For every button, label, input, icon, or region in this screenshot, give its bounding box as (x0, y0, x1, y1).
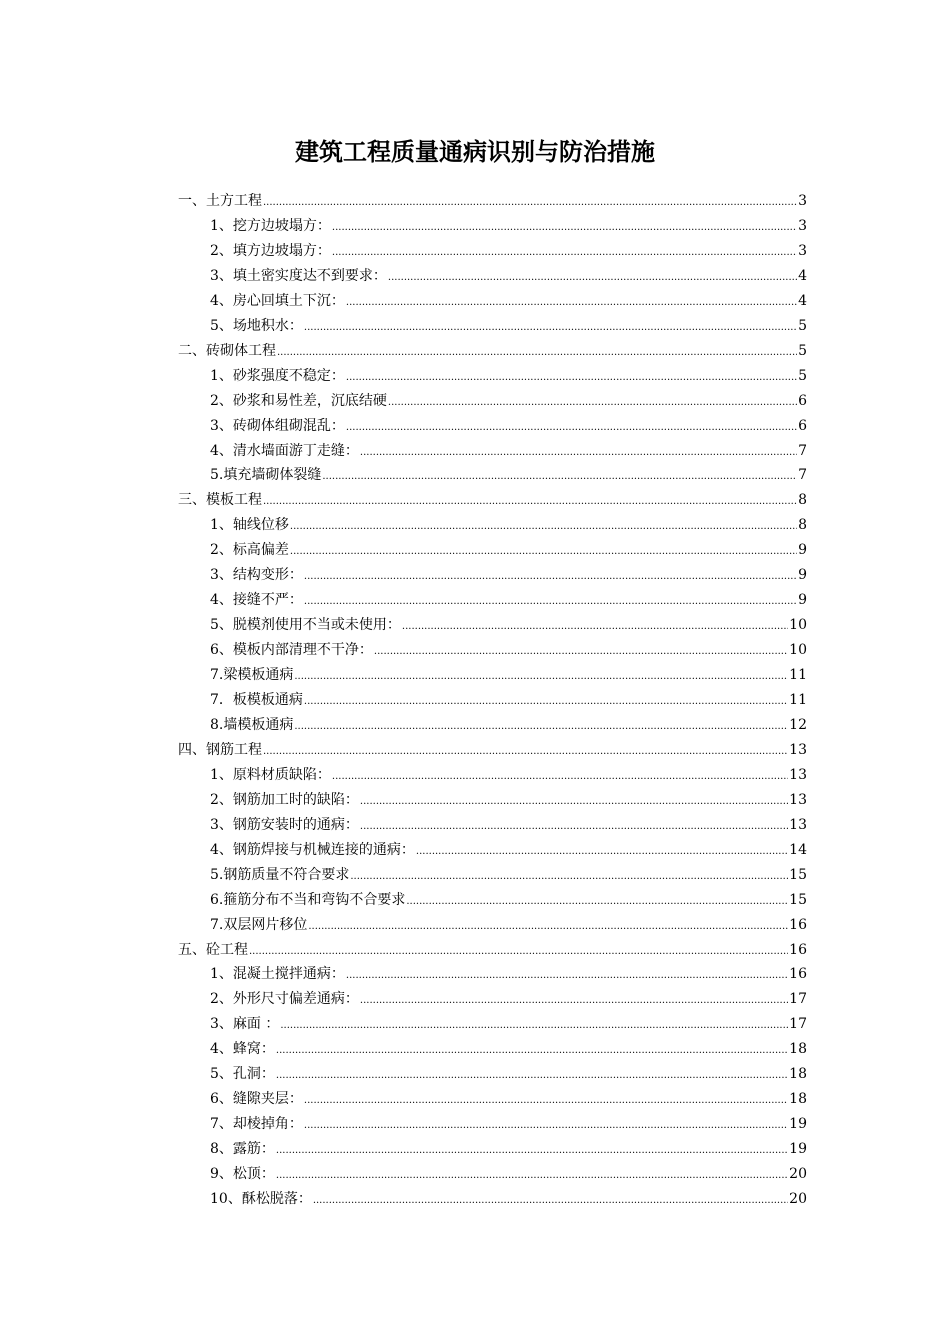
toc-page-number: 17 (789, 1016, 807, 1033)
toc-entry-label: 二、砖砌体工程 (178, 342, 276, 359)
toc-page-number: 6 (798, 392, 807, 409)
toc-page-number: 6 (798, 417, 807, 434)
toc-page-number: 13 (789, 791, 807, 808)
toc-leader-dots (360, 788, 788, 814)
toc-entry[interactable] (210, 1137, 807, 1162)
toc-leader-dots (360, 439, 797, 465)
toc-entry-label: 1、轴线位移 (210, 517, 289, 534)
toc-leader-dots (276, 1162, 788, 1188)
toc-leader-dots (276, 1137, 788, 1163)
toc-leader-dots (313, 1187, 788, 1213)
toc-entry-label: 5.钢筋质量不符合要求 (210, 866, 350, 883)
toc-page-number: 10 (789, 617, 807, 634)
toc-entry-label: 10、酥松脱落： (210, 1191, 312, 1207)
toc-leader-dots (416, 838, 788, 864)
toc-entry-label: 4、接缝不严： (210, 592, 303, 609)
toc-page-number: 11 (789, 667, 807, 684)
toc-entry[interactable] (210, 838, 807, 863)
toc-leader-dots (294, 713, 788, 739)
toc-page-number: 9 (798, 542, 807, 559)
toc-page-number: 16 (789, 941, 807, 958)
toc-leader-dots (360, 813, 788, 839)
toc-entry-label: 1、原料材质缺陷： (210, 766, 331, 783)
toc-leader-dots (374, 638, 788, 664)
toc-leader-dots (350, 863, 788, 889)
toc-leader-dots (332, 214, 797, 240)
toc-entry-label: 五、砼工程 (178, 941, 248, 958)
toc-entry[interactable] (210, 863, 807, 888)
toc-entry-label: 5、场地积水： (210, 317, 303, 334)
toc-page-number: 13 (789, 766, 807, 783)
toc-entry[interactable] (210, 1087, 807, 1112)
toc-page-number: 8 (798, 492, 807, 509)
toc-entry[interactable] (210, 588, 807, 613)
toc-page-number: 12 (789, 716, 807, 733)
toc-entry-label: 4、房心回填土下沉： (210, 292, 345, 309)
toc-leader-dots (249, 938, 788, 964)
toc-leader-dots (332, 763, 788, 789)
toc-leader-dots (388, 389, 797, 415)
toc-entry-label: 三、模板工程 (178, 492, 262, 509)
toc-entry[interactable] (210, 364, 807, 389)
toc-entry[interactable] (210, 289, 807, 314)
toc-entry[interactable] (210, 613, 807, 638)
toc-entry-label: 7．板模板通病 (210, 692, 303, 708)
toc-leader-dots (322, 463, 797, 489)
toc-leader-dots (276, 1037, 788, 1063)
toc-leader-dots (263, 738, 788, 764)
toc-page-number: 16 (789, 916, 807, 933)
toc-entry[interactable] (210, 788, 807, 813)
toc-entry-label: 一、土方工程 (178, 193, 262, 209)
toc-leader-dots (402, 613, 788, 639)
toc-entry[interactable] (210, 538, 807, 563)
toc-page-number: 13 (789, 816, 807, 833)
toc-entry[interactable] (210, 688, 807, 713)
toc-entry-label: 2、砂浆和易性差，沉底结硬 (210, 392, 387, 409)
toc-page-number: 5 (798, 367, 807, 384)
toc-entry-label: 5、孔洞： (210, 1066, 275, 1083)
toc-page-number: 4 (798, 292, 807, 309)
toc-entry[interactable] (178, 339, 807, 364)
toc-page-number: 11 (789, 692, 807, 708)
toc-entry-label: 6、缝隙夹层： (210, 1091, 303, 1108)
toc-entry[interactable] (210, 414, 807, 439)
toc-entry-label: 1、挖方边坡塌方： (210, 217, 331, 234)
toc-page-number: 20 (789, 1191, 807, 1207)
toc-leader-dots (346, 962, 788, 988)
toc-leader-dots (304, 588, 797, 614)
toc-leader-dots (304, 1087, 788, 1113)
toc-leader-dots (304, 1112, 788, 1138)
toc-page-number: 19 (789, 1141, 807, 1158)
toc-page-number: 16 (789, 966, 807, 983)
toc-leader-dots (346, 364, 797, 390)
toc-leader-dots (360, 987, 788, 1013)
toc-entry-label: 7.梁模板通病 (210, 667, 294, 684)
toc-entry[interactable] (210, 513, 807, 538)
toc-page-number: 7 (798, 467, 807, 484)
toc-leader-dots (290, 513, 797, 539)
toc-leader-dots (304, 314, 797, 340)
toc-page-number: 18 (789, 1041, 807, 1058)
toc-page-number: 20 (789, 1166, 807, 1183)
toc-leader-dots (276, 1062, 788, 1088)
toc-entry[interactable] (178, 938, 807, 963)
toc-entry[interactable] (210, 1037, 807, 1062)
document-title: 建筑工程质量通病识别与防治措施 (295, 137, 655, 166)
toc-entry-label: 1、砂浆强度不稳定： (210, 367, 345, 384)
toc-entry-label: 6.箍筋分布不当和弯钩不合要求 (210, 891, 406, 908)
toc-leader-dots (277, 339, 797, 365)
toc-page-number: 14 (789, 841, 807, 858)
toc-leader-dots (308, 913, 788, 939)
toc-leader-dots (294, 663, 788, 689)
toc-leader-dots (346, 414, 797, 440)
toc-entry[interactable] (210, 638, 807, 663)
toc-entry[interactable] (210, 463, 807, 488)
toc-page-number: 15 (789, 891, 807, 908)
toc-entry-label: 3、结构变形： (210, 567, 303, 584)
toc-entry-label: 2、钢筋加工时的缺陷： (210, 791, 359, 808)
toc-entry[interactable] (210, 239, 807, 264)
toc-page-number: 18 (789, 1066, 807, 1083)
toc-entry[interactable] (210, 314, 807, 339)
toc-entry-label: 四、钢筋工程 (178, 741, 262, 758)
toc-page-number: 3 (798, 193, 807, 209)
toc-page-number: 8 (798, 517, 807, 534)
toc-entry[interactable] (210, 962, 807, 987)
toc-page-number: 5 (798, 342, 807, 359)
toc-entry[interactable] (210, 1162, 807, 1187)
toc-entry[interactable] (210, 563, 807, 588)
toc-entry[interactable] (210, 888, 807, 913)
toc-entry[interactable] (210, 913, 807, 938)
toc-entry-label: 4、蜂窝： (210, 1041, 275, 1058)
toc-entry[interactable] (210, 713, 807, 738)
toc-entry-label: 4、钢筋焊接与机械连接的通病： (210, 841, 415, 858)
toc-entry-label: 9、松顶： (210, 1166, 275, 1183)
toc-entry-label: 5、脱模剂使用不当或未使用： (210, 617, 401, 634)
toc-entry-label: 5.填充墙砌体裂缝 (210, 467, 322, 484)
toc-entry-label: 8.墙模板通病 (210, 716, 294, 733)
toc-page-number: 18 (789, 1091, 807, 1108)
toc-entry[interactable] (210, 1112, 807, 1137)
toc-entry[interactable] (178, 738, 807, 763)
toc-entry-label: 6、模板内部清理不干净： (210, 642, 373, 659)
toc-leader-dots (406, 888, 788, 914)
toc-entry-label: 4、清水墙面游丁走缝： (210, 442, 359, 459)
toc-entry[interactable] (210, 389, 807, 414)
toc-page-number: 3 (798, 242, 807, 259)
toc-page-number: 9 (798, 592, 807, 609)
toc-leader-dots (290, 538, 797, 564)
toc-entry[interactable] (210, 1187, 807, 1212)
toc-leader-dots (332, 239, 797, 265)
toc-page-number: 3 (798, 217, 807, 234)
toc-entry[interactable] (178, 189, 807, 214)
toc-entry[interactable] (210, 1012, 807, 1037)
toc-entry-label: 2、标高偏差 (210, 542, 289, 559)
toc-entry[interactable] (210, 1062, 807, 1087)
toc-entry-label: 8、露筋： (210, 1141, 275, 1158)
toc-entry[interactable] (210, 439, 807, 464)
toc-leader-dots (263, 189, 797, 215)
toc-page-number: 19 (789, 1116, 807, 1133)
toc-entry[interactable] (210, 264, 807, 289)
toc-entry-label: 3、砖砌体组砌混乱： (210, 417, 345, 434)
toc-entry-label: 3、填土密实度达不到要求： (210, 267, 387, 284)
toc-entry-label: 3、麻面 ： (210, 1016, 280, 1033)
toc-leader-dots (304, 563, 797, 589)
toc-entry-label: 2、外形尺寸偏差通病： (210, 991, 359, 1008)
toc-entry-label: 7.双层网片移位 (210, 916, 308, 933)
toc-leader-dots (346, 289, 797, 315)
toc-page-number: 9 (798, 567, 807, 584)
toc-leader-dots (280, 1012, 788, 1038)
toc-page-number: 13 (789, 741, 807, 758)
toc-entry[interactable] (210, 987, 807, 1012)
toc-entry[interactable] (178, 488, 807, 513)
toc-page-number: 7 (798, 442, 807, 459)
toc-entry[interactable] (210, 763, 807, 788)
toc-entry-label: 2、填方边坡塌方： (210, 242, 331, 259)
toc-entry[interactable] (210, 813, 807, 838)
toc-leader-dots (388, 264, 797, 290)
toc-leader-dots (263, 488, 797, 514)
toc-entry-label: 7、却棱掉角： (210, 1116, 303, 1133)
toc-page-number: 15 (789, 866, 807, 883)
toc-page-number: 10 (789, 642, 807, 659)
toc-page-number: 4 (798, 267, 807, 284)
toc-entry-label: 3、钢筋安装时的通病： (210, 816, 359, 833)
toc-entry-label: 1、混凝土搅拌通病： (210, 966, 345, 983)
toc-page-number: 17 (789, 991, 807, 1008)
toc-page-number: 5 (798, 317, 807, 334)
toc-entry[interactable] (210, 663, 807, 688)
toc-entry[interactable] (210, 214, 807, 239)
toc-leader-dots (304, 688, 788, 714)
